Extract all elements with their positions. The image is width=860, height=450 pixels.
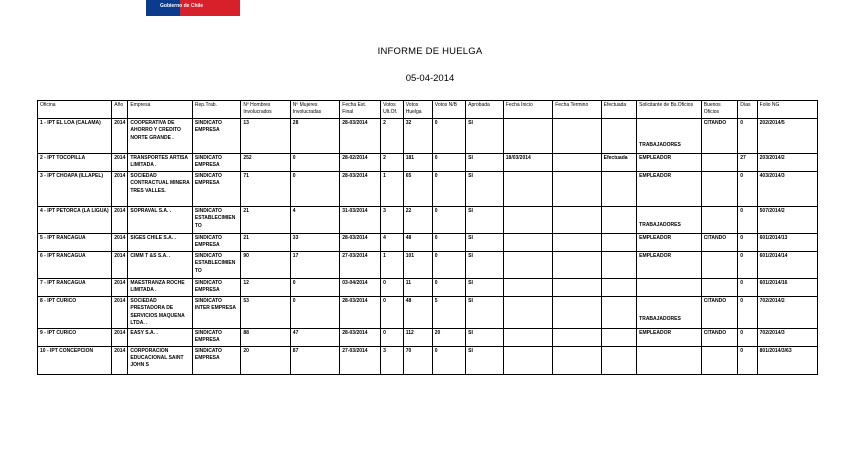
table-cell: SINDICATO EMPRESA bbox=[192, 279, 240, 297]
table-cell bbox=[601, 328, 637, 346]
table-cell: 33 bbox=[290, 234, 339, 252]
table-cell: 88 bbox=[241, 328, 290, 346]
table-cell bbox=[637, 279, 702, 297]
table-cell: CIMM T &S S.A. . bbox=[128, 252, 193, 279]
table-cell: SI bbox=[466, 234, 504, 252]
table-cell: 203/2014/2 bbox=[757, 154, 817, 172]
table-cell bbox=[503, 346, 552, 374]
column-header: Votos N/B bbox=[432, 101, 465, 119]
column-header: Efectuada bbox=[601, 101, 637, 119]
column-header: Solicitante de Bs.Oficios bbox=[637, 101, 702, 119]
column-header: Nº Hombres Involucrados bbox=[241, 101, 290, 119]
table-cell: SINDICATO EMPRESA bbox=[192, 172, 240, 207]
table-cell: EMPLEADOR bbox=[637, 252, 702, 279]
table-cell bbox=[601, 234, 637, 252]
column-header: Días bbox=[738, 101, 757, 119]
table-cell: Efectuada bbox=[601, 154, 637, 172]
column-header: Folio NG bbox=[757, 101, 817, 119]
table-cell: SINDICATO EMPRESA bbox=[192, 234, 240, 252]
table-cell: 0 bbox=[432, 119, 465, 154]
table-cell: SI bbox=[466, 207, 504, 234]
table-cell: SINDICATO INTER EMPRESA bbox=[192, 297, 240, 329]
table-cell: 5 bbox=[432, 297, 465, 329]
table-cell: 28 bbox=[290, 119, 339, 154]
table-cell: 0 bbox=[381, 279, 404, 297]
logo-text: Gobierno de Chile bbox=[160, 3, 204, 9]
table-cell: EMPLEADOR bbox=[637, 234, 702, 252]
table-cell: 702/2014/2 bbox=[757, 297, 817, 329]
table-cell: 0 bbox=[738, 279, 757, 297]
table-cell: 21 bbox=[241, 234, 290, 252]
table-cell bbox=[503, 297, 552, 329]
table-cell bbox=[503, 252, 552, 279]
column-header: Año bbox=[112, 101, 128, 119]
table-row bbox=[38, 252, 818, 279]
table-cell: 2014 bbox=[112, 252, 128, 279]
table-cell: 28-03/2014 bbox=[340, 234, 381, 252]
table-cell: 403/2014/3 bbox=[757, 172, 817, 207]
table-cell: 28-02/2014 bbox=[340, 154, 381, 172]
table-cell: 181 bbox=[403, 154, 432, 172]
table-row bbox=[38, 328, 818, 346]
table-cell: SINDICATO EMPRESA bbox=[192, 119, 240, 154]
table-cell: 1 bbox=[381, 172, 404, 207]
table-cell: 1 bbox=[381, 252, 404, 279]
table-cell: SOCIEDAD CONTRACTUAL MINERA TRES VALLES. bbox=[128, 172, 193, 207]
table-cell: 27-03/2014 bbox=[340, 346, 381, 374]
table-cell bbox=[701, 172, 738, 207]
table-cell: 0 bbox=[432, 346, 465, 374]
table-row bbox=[38, 234, 818, 252]
table-cell: SI bbox=[466, 252, 504, 279]
table-row bbox=[38, 207, 818, 234]
table-cell: SI bbox=[466, 328, 504, 346]
table-cell: CITANDO bbox=[701, 234, 738, 252]
table-cell: 9 - IPT CURICO bbox=[38, 328, 112, 346]
table-cell: TRABAJADORES bbox=[637, 119, 702, 154]
table-cell: 12 bbox=[241, 279, 290, 297]
table-cell: 0 bbox=[290, 279, 339, 297]
table-cell: 28-03/2014 bbox=[340, 119, 381, 154]
table-cell: 2014 bbox=[112, 119, 128, 154]
table-cell: MAESTRANZA ROCHE LIMITADA . bbox=[128, 279, 193, 297]
table-cell: TRABAJADORES bbox=[637, 207, 702, 234]
report-date: 05-04-2014 bbox=[405, 73, 455, 84]
table-cell: 28-03/2014 bbox=[340, 328, 381, 346]
table-cell: SINDICATO EMPRESA bbox=[192, 328, 240, 346]
table-cell: 101 bbox=[403, 252, 432, 279]
table-row bbox=[38, 346, 818, 374]
table-cell: 03-04/2014 bbox=[340, 279, 381, 297]
table-cell: 0 bbox=[432, 154, 465, 172]
table-cell: 202/2014/5 bbox=[757, 119, 817, 154]
table-cell: 2014 bbox=[112, 154, 128, 172]
table-cell bbox=[553, 207, 601, 234]
table-cell: 112 bbox=[403, 328, 432, 346]
table-cell: 7 - IPT RANCAGUA bbox=[38, 279, 112, 297]
table-cell: SI bbox=[466, 119, 504, 154]
table-cell: 47 bbox=[290, 328, 339, 346]
table-cell: SI bbox=[466, 346, 504, 374]
table-cell bbox=[503, 172, 552, 207]
table-cell: 3 bbox=[381, 207, 404, 234]
table-cell: 13 bbox=[241, 119, 290, 154]
column-header: Fecha Inicio bbox=[503, 101, 552, 119]
table-cell: 601/2014/16 bbox=[757, 279, 817, 297]
table-cell: SINDICATO EMPRESA bbox=[192, 154, 240, 172]
table-cell bbox=[553, 119, 601, 154]
table-cell: 2014 bbox=[112, 234, 128, 252]
table-cell bbox=[553, 252, 601, 279]
table-cell: CITANDO bbox=[701, 328, 738, 346]
table-cell: 48 bbox=[403, 297, 432, 329]
column-header: Fecha Est. Final bbox=[340, 101, 381, 119]
table-cell: 0 bbox=[432, 279, 465, 297]
table-cell: 1 - IPT EL LOA (CALAMA) bbox=[38, 119, 112, 154]
column-header: Nº Mujeres Involucradas bbox=[290, 101, 339, 119]
table-cell: EMPLEADOR bbox=[637, 172, 702, 207]
table-cell: 5 - IPT RANCAGUA bbox=[38, 234, 112, 252]
table-cell: 70 bbox=[403, 346, 432, 374]
table-cell: COOPERATIVA DE AHORRO Y CREDITO NORTE GRANDE . bbox=[128, 119, 193, 154]
table-cell: 0 bbox=[738, 346, 757, 374]
table-cell: SI bbox=[466, 279, 504, 297]
government-logo bbox=[146, 0, 240, 16]
table-row bbox=[38, 297, 818, 329]
table-cell bbox=[601, 297, 637, 329]
table-cell: 90 bbox=[241, 252, 290, 279]
table-cell: 702/2014/3 bbox=[757, 328, 817, 346]
table-cell: 71 bbox=[241, 172, 290, 207]
report-title: INFORME DE HUELGA bbox=[377, 46, 483, 57]
table-cell: 2014 bbox=[112, 207, 128, 234]
table-cell bbox=[601, 279, 637, 297]
table-cell: SINDICATO ESTABLECIMIENTO bbox=[192, 252, 240, 279]
table-cell: 3 bbox=[381, 346, 404, 374]
table-cell: 20 bbox=[432, 328, 465, 346]
table-row bbox=[38, 154, 818, 172]
table-row bbox=[38, 279, 818, 297]
table-cell: 0 bbox=[738, 119, 757, 154]
column-header: Rep.Trab. bbox=[192, 101, 240, 119]
table-cell: 2014 bbox=[112, 346, 128, 374]
table-cell: 18/03/2014 bbox=[503, 154, 552, 172]
table-cell bbox=[601, 346, 637, 374]
table-cell: CORPORACION EDUCACIONAL SAINT JOHN S bbox=[128, 346, 193, 374]
table-cell: 2014 bbox=[112, 297, 128, 329]
table-cell: 601/2014/14 bbox=[757, 252, 817, 279]
table-cell: 27-03/2014 bbox=[340, 252, 381, 279]
table-cell: 0 bbox=[738, 207, 757, 234]
table-cell: 4 bbox=[290, 207, 339, 234]
table-cell: SOCIEDAD PRESTADORA DE SERVICIOS MAQUENA LTDA. . bbox=[128, 297, 193, 329]
table-cell bbox=[503, 207, 552, 234]
table-cell bbox=[553, 346, 601, 374]
table-cell: SI bbox=[466, 172, 504, 207]
table-cell: 0 bbox=[738, 297, 757, 329]
table-cell: SI bbox=[466, 154, 504, 172]
table-cell: 17 bbox=[290, 252, 339, 279]
table-cell bbox=[503, 234, 552, 252]
table-cell: SINDICATO ESTABLECIMIENTO bbox=[192, 207, 240, 234]
table-cell: 801/2014/3/63 bbox=[757, 346, 817, 374]
table-cell: 11 bbox=[403, 279, 432, 297]
table-cell: 2014 bbox=[112, 172, 128, 207]
table-row bbox=[38, 119, 818, 154]
table-cell: 28-03/2014 bbox=[340, 297, 381, 329]
table-cell: 6 - IPT RANCAGUA bbox=[38, 252, 112, 279]
table-cell: 0 bbox=[738, 234, 757, 252]
table-cell: 601/2014/13 bbox=[757, 234, 817, 252]
table-cell: 0 bbox=[290, 297, 339, 329]
column-header: Aprobada bbox=[466, 101, 504, 119]
table-cell: 87 bbox=[290, 346, 339, 374]
table-cell: EASY S.A. . bbox=[128, 328, 193, 346]
table-cell bbox=[701, 252, 738, 279]
table-cell: 2 - IPT TOCOPILLA bbox=[38, 154, 112, 172]
table-cell: 3 - IPT CHOAPA (ILLAPEL) bbox=[38, 172, 112, 207]
table-cell: 0 bbox=[381, 297, 404, 329]
table-cell bbox=[601, 119, 637, 154]
table-cell: 31-03/2014 bbox=[340, 207, 381, 234]
table-cell bbox=[553, 297, 601, 329]
table-cell: SI bbox=[466, 297, 504, 329]
table-cell bbox=[701, 207, 738, 234]
table-cell: 20 bbox=[241, 346, 290, 374]
table-cell: 0 bbox=[290, 172, 339, 207]
table-cell: TRABAJADORES bbox=[637, 297, 702, 329]
table-cell: 4 - IPT PETORCA (LA LIGUA) bbox=[38, 207, 112, 234]
table-cell: 8 - IPT CURICO bbox=[38, 297, 112, 329]
table-cell: 0 bbox=[432, 207, 465, 234]
table-cell bbox=[601, 172, 637, 207]
table-cell: 2 bbox=[381, 154, 404, 172]
table-cell: 65 bbox=[403, 172, 432, 207]
table-cell: 32 bbox=[403, 119, 432, 154]
column-header: Votos Ult.Of. bbox=[381, 101, 404, 119]
table-cell: 22 bbox=[403, 207, 432, 234]
table-cell bbox=[553, 234, 601, 252]
table-cell: TRANSPORTES ARTISA LIMITADA . bbox=[128, 154, 193, 172]
table-row bbox=[38, 172, 818, 207]
table-cell bbox=[503, 119, 552, 154]
table-cell: 0 bbox=[290, 154, 339, 172]
table-cell: 507/2014/2 bbox=[757, 207, 817, 234]
table-cell bbox=[503, 279, 552, 297]
table-cell: SIGES CHILE S.A. . bbox=[128, 234, 193, 252]
table-cell: SINDICATO EMPRESA bbox=[192, 346, 240, 374]
table-cell: 0 bbox=[432, 252, 465, 279]
table-cell bbox=[553, 279, 601, 297]
table-cell: EMPLEADOR bbox=[637, 154, 702, 172]
table-cell: 48 bbox=[403, 234, 432, 252]
table-cell: 21 bbox=[241, 207, 290, 234]
table-cell: 0 bbox=[381, 328, 404, 346]
table-cell bbox=[701, 279, 738, 297]
table-cell bbox=[637, 346, 702, 374]
table-cell: 2014 bbox=[112, 279, 128, 297]
table-cell: EMPLEADOR bbox=[637, 328, 702, 346]
table-cell: SOPRAVAL S.A. . bbox=[128, 207, 193, 234]
table-cell bbox=[601, 207, 637, 234]
strike-report-table bbox=[37, 100, 818, 375]
table-cell bbox=[553, 172, 601, 207]
column-header: Votos Huelga bbox=[403, 101, 432, 119]
table-cell: 0 bbox=[432, 234, 465, 252]
table-cell: 10 - IPT CONCEPCION bbox=[38, 346, 112, 374]
table-cell bbox=[601, 252, 637, 279]
table-cell bbox=[553, 154, 601, 172]
column-header: Buenos Oficios bbox=[701, 101, 738, 119]
table-cell: 0 bbox=[432, 172, 465, 207]
table-cell bbox=[701, 154, 738, 172]
table-cell bbox=[701, 346, 738, 374]
column-header: Fecha Termino bbox=[553, 101, 601, 119]
table-cell: 2014 bbox=[112, 328, 128, 346]
table-cell bbox=[553, 328, 601, 346]
table-cell: 4 bbox=[381, 234, 404, 252]
table-cell: 28-03/2014 bbox=[340, 172, 381, 207]
table-cell: 0 bbox=[738, 252, 757, 279]
table-cell bbox=[503, 328, 552, 346]
column-header: Oficina bbox=[38, 101, 112, 119]
table-cell: 2 bbox=[381, 119, 404, 154]
table-cell: CITANDO bbox=[701, 119, 738, 154]
table-cell: 252 bbox=[241, 154, 290, 172]
column-header: Empresa bbox=[128, 101, 193, 119]
table-cell: 53 bbox=[241, 297, 290, 329]
table-cell: 0 bbox=[738, 172, 757, 207]
table-header-row bbox=[38, 101, 818, 119]
table-cell: 27 bbox=[738, 154, 757, 172]
table-cell: 0 bbox=[738, 328, 757, 346]
table-cell: CITANDO bbox=[701, 297, 738, 329]
